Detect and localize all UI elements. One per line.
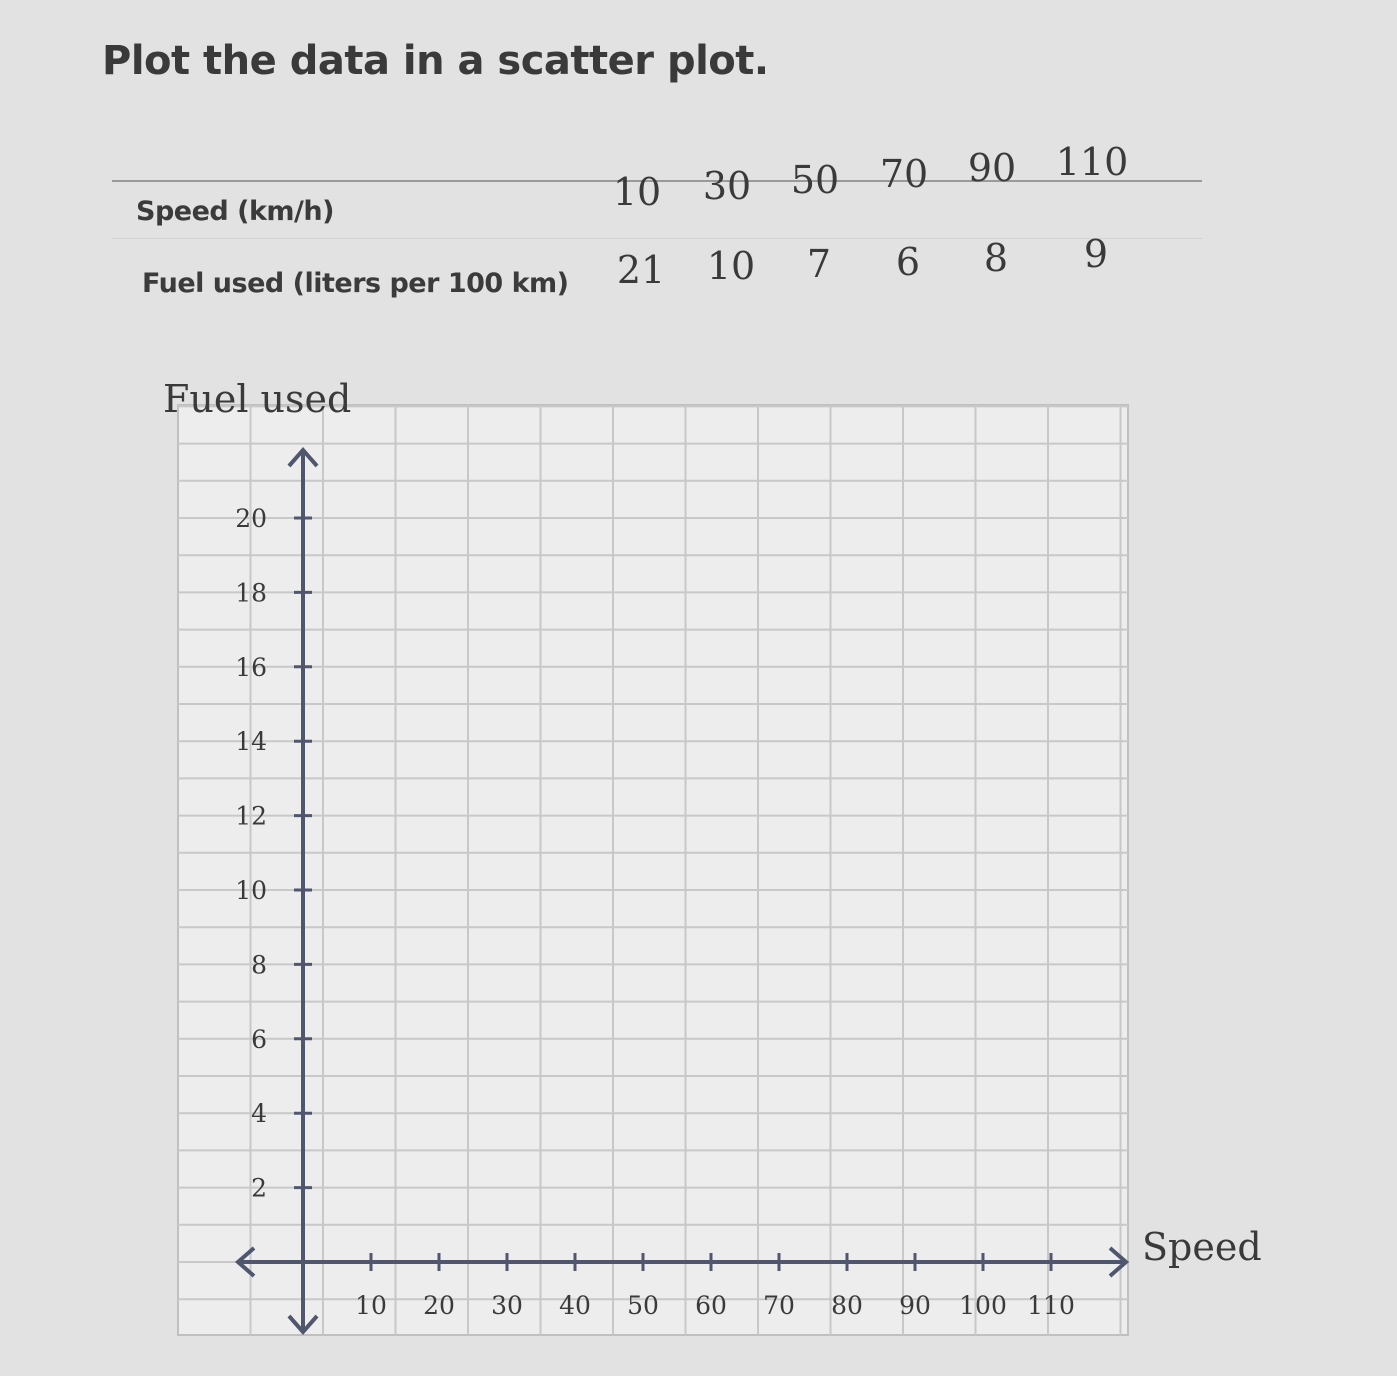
fuel-cell: 21 bbox=[616, 248, 666, 292]
x-tick-label: 60 bbox=[695, 1291, 727, 1320]
speed-cell: 70 bbox=[879, 152, 929, 196]
x-axis-label: Speed bbox=[1142, 1225, 1262, 1269]
x-tick-label: 50 bbox=[627, 1291, 659, 1320]
y-tick-label: 6 bbox=[251, 1024, 267, 1054]
x-tick-label: 110 bbox=[1027, 1291, 1075, 1320]
x-tick-label: 20 bbox=[423, 1291, 455, 1320]
fuel-cell: 9 bbox=[1083, 232, 1109, 276]
speed-row-label: Speed (km/h) bbox=[136, 196, 334, 227]
x-tick-label: 90 bbox=[899, 1291, 931, 1320]
fuel-cell: 10 bbox=[706, 244, 756, 288]
y-tick-label: 18 bbox=[235, 578, 267, 608]
speed-cell: 50 bbox=[790, 158, 840, 202]
fuel-cell: 6 bbox=[895, 240, 921, 284]
speed-cell: 30 bbox=[702, 164, 752, 208]
y-tick-label: 20 bbox=[235, 504, 267, 533]
fuel-row-label: Fuel used (liters per 100 km) bbox=[142, 268, 569, 299]
speed-cell: 90 bbox=[967, 146, 1017, 190]
x-tick-label: 40 bbox=[559, 1291, 591, 1320]
y-tick-label: 16 bbox=[235, 652, 267, 682]
speed-cell: 110 bbox=[1055, 140, 1129, 184]
fuel-cell: 7 bbox=[806, 242, 832, 286]
x-tick-label: 80 bbox=[831, 1291, 863, 1320]
y-tick-label: 14 bbox=[235, 727, 267, 757]
x-tick-label: 10 bbox=[355, 1291, 387, 1320]
plot-background[interactable] bbox=[178, 405, 1128, 1335]
x-tick-label: 30 bbox=[491, 1291, 523, 1320]
y-tick-label: 10 bbox=[235, 876, 267, 905]
x-tick-label: 100 bbox=[959, 1291, 1007, 1320]
y-axis-label: Fuel used bbox=[163, 377, 352, 421]
question-text: Plot the data in a scatter plot. bbox=[102, 38, 769, 84]
y-tick-label: 2 bbox=[251, 1173, 267, 1203]
fuel-cell: 8 bbox=[983, 236, 1009, 280]
speed-cell: 10 bbox=[612, 170, 662, 214]
y-tick-label: 12 bbox=[235, 801, 267, 831]
y-tick-label: 4 bbox=[251, 1099, 267, 1129]
y-tick-label: 8 bbox=[251, 950, 267, 980]
x-tick-label: 70 bbox=[763, 1291, 795, 1320]
